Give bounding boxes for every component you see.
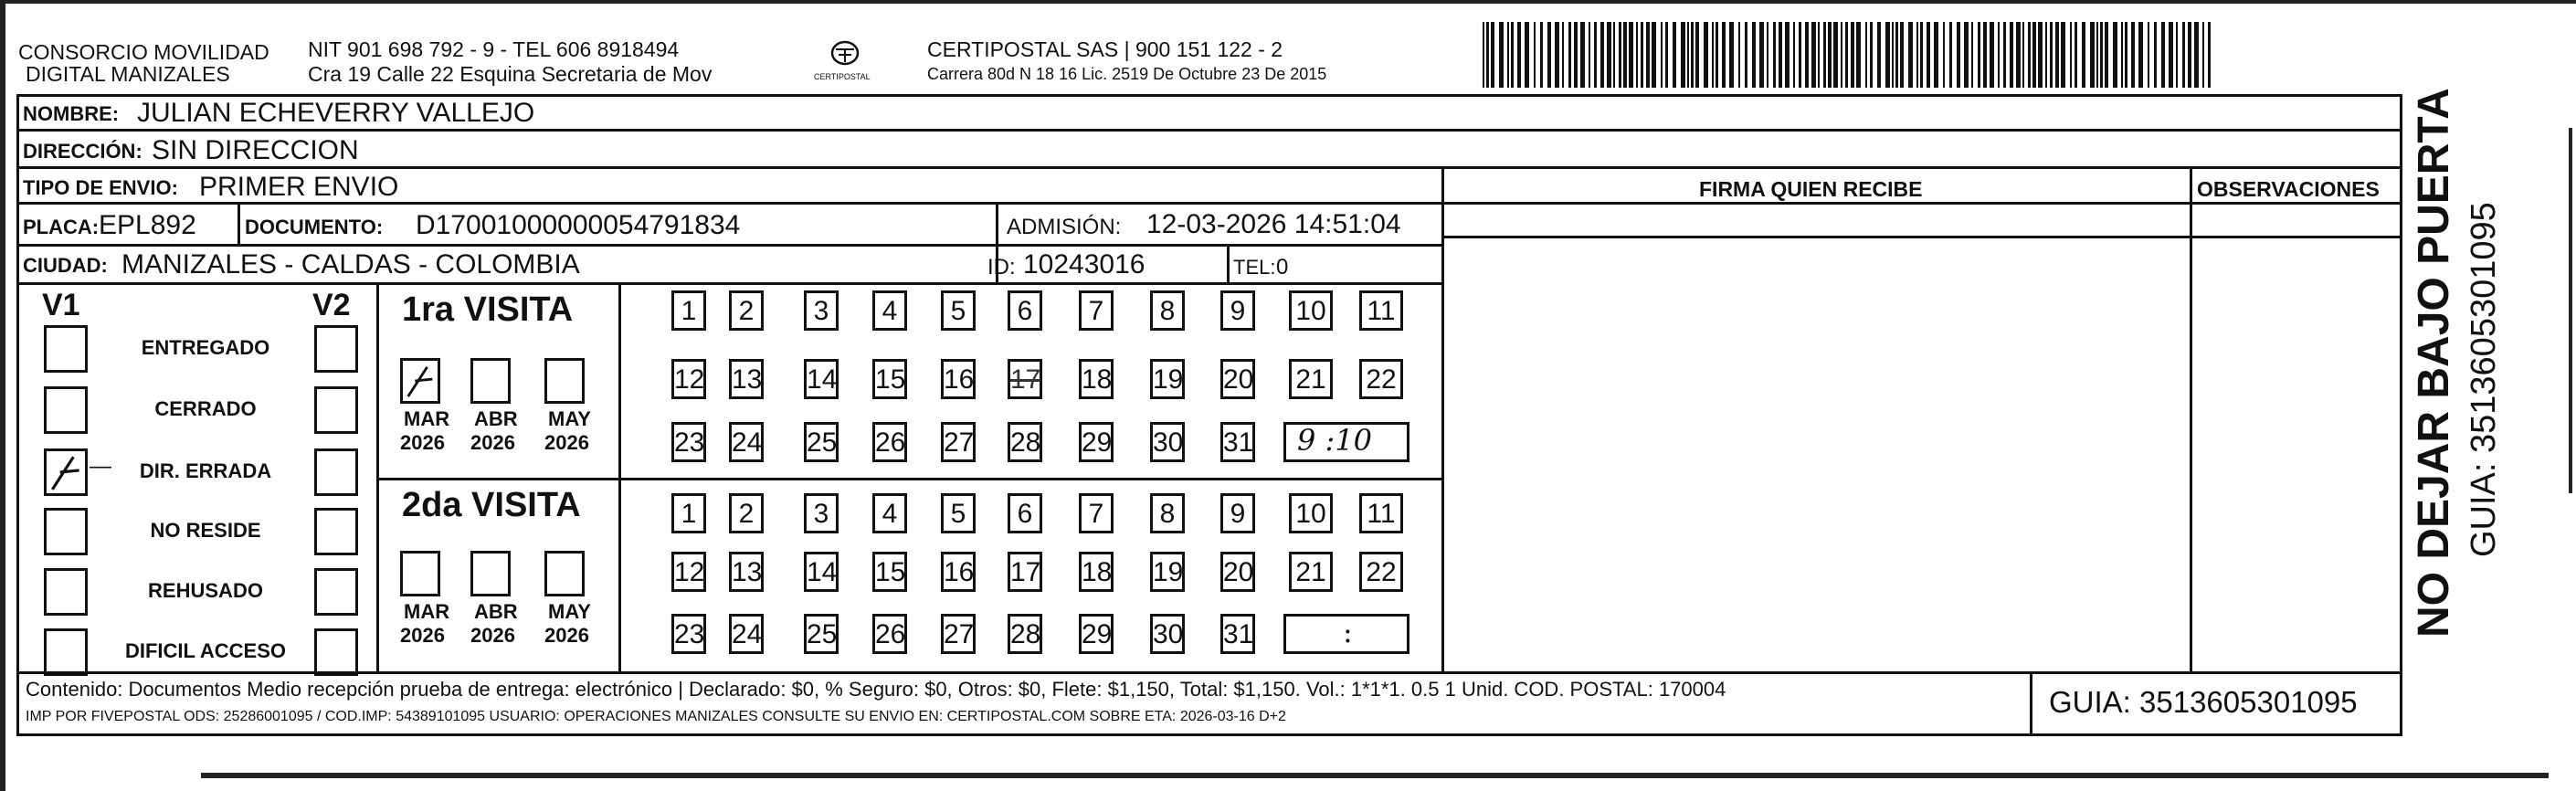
day-box[interactable]: 30 — [1150, 422, 1185, 462]
barcode-bar — [1799, 22, 1801, 88]
day-box[interactable]: 12 — [671, 359, 706, 399]
barcode-bar — [1695, 22, 1699, 88]
barcode-bar — [2182, 22, 2185, 88]
barcode-bar — [2032, 22, 2036, 88]
month-label: MAY — [548, 407, 591, 430]
day-box[interactable]: 10 — [1289, 290, 1333, 331]
day-box[interactable]: 3 — [804, 290, 839, 331]
barcode-bar — [2138, 22, 2143, 88]
barcode-bar — [1738, 22, 1740, 88]
barcode-bar — [1943, 22, 1945, 88]
footer-divider — [16, 671, 2402, 674]
barcode-bar — [1779, 22, 1782, 88]
barcode-bar — [1767, 22, 1768, 88]
v2-checkbox[interactable] — [314, 448, 358, 496]
col-divider-tel — [1227, 244, 1230, 284]
day-box[interactable]: 16 — [941, 359, 976, 399]
v1-checkbox[interactable] — [44, 568, 88, 616]
status-label: DIFICIL ACCESO — [124, 639, 286, 662]
barcode-bar — [1773, 22, 1776, 88]
month-label: ABR — [474, 407, 518, 430]
v2-checkbox[interactable] — [314, 568, 358, 616]
barcode-bar — [1534, 22, 1536, 88]
signature-area[interactable] — [1445, 239, 2189, 670]
v1-label: V1 — [42, 288, 80, 322]
barcode-bar — [2176, 22, 2178, 88]
certipostal-logo — [808, 35, 882, 90]
barcode-bar — [1990, 22, 1994, 88]
v1-checkbox[interactable] — [44, 628, 88, 676]
day-box[interactable]: 5 — [941, 493, 976, 533]
col-divider-observations — [2190, 166, 2192, 673]
barcode-bar — [1594, 22, 1597, 88]
day-box[interactable]: 31 — [1220, 614, 1255, 654]
day-box[interactable]: 17 — [1008, 359, 1042, 399]
scan-bottom-line — [201, 773, 2549, 778]
carrier-line1: CERTIPOSTAL SAS | 900 151 122 - 2 — [927, 37, 1283, 61]
scan-top-edge — [0, 0, 2576, 4]
barcode-bar — [1927, 22, 1930, 88]
day-box[interactable]: 4 — [872, 290, 907, 331]
barcode-bar — [1619, 22, 1621, 88]
barcode-bar — [1722, 22, 1726, 88]
barcode-bar — [2202, 22, 2204, 88]
barcode-bar — [1823, 22, 1826, 88]
day-box[interactable]: 15 — [872, 552, 907, 592]
city-label: CIUDAD: — [23, 254, 108, 277]
tel-label: TEL: — [1233, 256, 1276, 279]
day-box[interactable]: 31 — [1220, 422, 1255, 462]
barcode-bar — [2096, 22, 2098, 88]
barcode-bar — [1568, 22, 1571, 88]
month-checkbox[interactable] — [400, 358, 440, 404]
nit-line: NIT 901 698 792 - 9 - TEL 606 8918494 — [308, 37, 680, 61]
no-dejar-bajo-puerta: NO DEJAR BAJO PUERTA — [2410, 88, 2458, 638]
day-box[interactable]: 16 — [941, 552, 976, 592]
barcode-bar — [1957, 22, 1960, 88]
barcode-bar — [1636, 22, 1638, 88]
barcode-bar — [1998, 22, 2000, 88]
plate-label: PLACA: — [23, 216, 100, 238]
day-box[interactable]: 3 — [804, 493, 839, 533]
observations-header: OBSERVACIONES — [2197, 177, 2380, 201]
barcode-bar — [1600, 22, 1604, 88]
month-label: MAR — [404, 407, 450, 430]
day-box[interactable]: 26 — [872, 422, 907, 462]
month-checkbox[interactable] — [544, 551, 585, 596]
barcode-bar — [2070, 22, 2072, 88]
barcode-bar — [2188, 22, 2191, 88]
day-box[interactable]: 25 — [804, 422, 839, 462]
barcode-bar — [1562, 22, 1564, 88]
address-line: Cra 19 Calle 22 Esquina Secretaria de Mov — [308, 62, 713, 86]
shipment-type-label: TIPO DE ENVIO: — [23, 176, 178, 199]
barcode-bar — [1785, 22, 1789, 88]
scan-left-edge — [0, 0, 5, 791]
row-divider — [16, 129, 2402, 132]
status-label: NO RESIDE — [150, 519, 261, 542]
barcode-bar — [1900, 22, 1904, 88]
day-box[interactable]: 21 — [1289, 552, 1333, 592]
barcode-bar — [1978, 22, 1980, 88]
day-box[interactable]: 14 — [804, 552, 839, 592]
day-box[interactable]: 2 — [729, 493, 764, 533]
barcode-bar — [1865, 22, 1867, 88]
row-divider — [377, 478, 1443, 480]
day-box[interactable]: 14 — [804, 359, 839, 399]
barcode-bar — [2105, 22, 2108, 88]
barcode-bar — [1547, 22, 1551, 88]
day-box[interactable]: 8 — [1150, 493, 1185, 533]
barcode-bar — [1517, 22, 1521, 88]
barcode-bar — [1895, 22, 1898, 88]
signature-header: FIRMA QUIEN RECIBE — [1699, 177, 1923, 201]
check-mark-tail: — — [90, 454, 111, 479]
barcode-bar — [2045, 22, 2047, 88]
barcode-bar — [1613, 22, 1615, 88]
barcode-bar — [2010, 22, 2013, 88]
barcode-bar — [2194, 22, 2199, 88]
barcode-bar — [1555, 22, 1559, 88]
barcode-bar — [1983, 22, 1987, 88]
v1-checkbox[interactable] — [44, 448, 88, 496]
barcode-bar — [2090, 22, 2095, 88]
barcode-bar — [1525, 22, 1529, 88]
address-value: SIN DIRECCION — [152, 135, 359, 165]
day-box[interactable]: 18 — [1079, 359, 1114, 399]
barcode-bar — [1589, 22, 1590, 88]
v1-checkbox[interactable] — [44, 386, 88, 434]
barcode-bar — [1916, 22, 1918, 88]
day-box[interactable]: 11 — [1359, 493, 1403, 533]
barcode-bar — [1949, 22, 1952, 88]
barcode-bar — [1752, 22, 1756, 88]
day-box[interactable]: 5 — [941, 290, 976, 331]
side-guia: GUIA: 3513605301095 — [2465, 202, 2503, 557]
day-box[interactable]: 27 — [941, 614, 976, 654]
admission-label: ADMISIÓN: — [1007, 215, 1122, 239]
day-box[interactable]: 13 — [729, 552, 764, 592]
barcode-bar — [1681, 22, 1685, 88]
day-box[interactable]: 28 — [1008, 614, 1042, 654]
year-label: 2026 — [544, 624, 589, 647]
barcode-bar — [1811, 22, 1816, 88]
month-checkbox[interactable] — [470, 551, 511, 596]
col-divider-guia — [2030, 673, 2032, 736]
barcode-bar — [2154, 22, 2157, 88]
name-label: NOMBRE: — [23, 102, 120, 125]
barcode-bar — [1499, 22, 1504, 88]
barcode-bar — [2100, 22, 2103, 88]
barcode-bar — [2061, 22, 2065, 88]
day-box[interactable]: 6 — [1008, 493, 1042, 533]
status-label: REHUSADO — [148, 579, 263, 602]
row-divider — [16, 166, 2402, 169]
day-box[interactable]: 9 — [1220, 493, 1255, 533]
barcode-bar — [2121, 22, 2123, 88]
visit2-title: 2da VISITA — [402, 486, 581, 524]
barcode-bar — [1833, 22, 1838, 88]
barcode-bar — [1971, 22, 1973, 88]
day-box[interactable]: 29 — [1079, 422, 1114, 462]
barcode-bar — [1652, 22, 1656, 88]
day-box[interactable]: 19 — [1150, 359, 1185, 399]
scan-right-edge — [2569, 128, 2572, 493]
col-divider-days — [618, 282, 621, 673]
year-label: 2026 — [470, 431, 515, 454]
day-box[interactable]: 30 — [1150, 614, 1185, 654]
company-name-line1: CONSORCIO MOVILIDAD — [18, 40, 269, 64]
row-divider — [1443, 236, 2402, 238]
barcode-bar — [2169, 22, 2173, 88]
day-box[interactable]: 26 — [872, 614, 907, 654]
day-box[interactable]: 25 — [804, 614, 839, 654]
barcode-bar — [1908, 22, 1913, 88]
v1-checkbox[interactable] — [44, 325, 88, 373]
status-label: DIR. ERRADA — [139, 459, 272, 482]
barcode-bar — [2003, 22, 2006, 88]
barcode-bar — [2028, 22, 2031, 88]
year-label: 2026 — [400, 624, 445, 647]
barcode-bar — [1673, 22, 1676, 88]
barcode-bar — [1845, 22, 1848, 88]
barcode-bar — [1507, 22, 1509, 88]
day-box[interactable]: 7 — [1079, 493, 1114, 533]
barcode-bar — [1856, 22, 1861, 88]
day-box[interactable]: 4 — [872, 493, 907, 533]
guia-box-text: GUIA: 3513605301095 — [2049, 685, 2358, 719]
day-box[interactable]: 11 — [1359, 290, 1403, 331]
barcode-bar — [2082, 22, 2085, 88]
barcode-bar — [2022, 22, 2024, 88]
id-value: 10243016 — [1023, 249, 1145, 279]
barcode-bar — [1623, 22, 1627, 88]
visit1-title: 1ra VISITA — [402, 290, 574, 329]
v1-checkbox[interactable] — [44, 508, 88, 555]
month-label: ABR — [474, 600, 518, 623]
time-separator: : — [1343, 615, 1353, 649]
barcode-bar — [1841, 22, 1842, 88]
barcode-bar — [1964, 22, 1969, 88]
month-checkbox[interactable] — [400, 551, 440, 596]
barcode-bar — [1646, 22, 1650, 88]
barcode-bar — [1580, 22, 1585, 88]
barcode-bar — [1607, 22, 1611, 88]
imp-line: IMP POR FIVEPOSTAL ODS: 25286001095 / COD.IMP: 54389101095 USUARIO: OPERACIONES MANIZALES CONSULTE SU ENVIO EN: CERTIPOSTAL.COM SOBRE ETA: 2026-03-16 D+2 — [26, 709, 1286, 724]
barcode-bar — [1486, 22, 1489, 88]
day-box[interactable]: 20 — [1220, 359, 1255, 399]
v2-label: V2 — [312, 288, 351, 322]
day-box[interactable]: 20 — [1220, 552, 1255, 592]
day-box[interactable]: 7 — [1079, 290, 1114, 331]
col-divider-signature — [1441, 166, 1444, 673]
id-label: ID: — [987, 255, 1016, 279]
name-value: JULIAN ECHEVERRY VALLEJO — [137, 98, 535, 128]
barcode-bar — [2208, 22, 2211, 88]
barcode-bar — [2038, 22, 2043, 88]
month-label: MAR — [404, 600, 450, 623]
year-label: 2026 — [400, 431, 445, 454]
barcode-bar — [1745, 22, 1747, 88]
plate-value: EPL892 — [99, 210, 196, 240]
barcode-bar — [1574, 22, 1578, 88]
barcode-bar — [2075, 22, 2077, 88]
day-box[interactable]: 1 — [671, 493, 706, 533]
barcode-bar — [1687, 22, 1689, 88]
document-value: D17001000000054791834 — [416, 210, 741, 240]
month-checkbox[interactable] — [544, 358, 585, 404]
barcode-bar — [1691, 22, 1694, 88]
barcode-bar — [1540, 22, 1543, 88]
status-label: ENTREGADO — [141, 336, 270, 359]
barcode-bar — [2148, 22, 2149, 88]
day-box[interactable]: 6 — [1008, 290, 1042, 331]
day-box[interactable]: 29 — [1079, 614, 1114, 654]
col-divider-status — [376, 282, 379, 673]
day-box[interactable]: 18 — [1079, 552, 1114, 592]
v2-checkbox[interactable] — [314, 386, 358, 434]
barcode-icon — [1483, 22, 2213, 88]
day-box[interactable]: 23 — [671, 614, 706, 654]
month-label: MAY — [548, 600, 591, 623]
barcode-bar — [2016, 22, 2021, 88]
carrier-line2: Carrera 80d N 18 16 Lic. 2519 De Octubre 23 De 2015 — [927, 65, 1327, 83]
barcode-bar — [1712, 22, 1714, 88]
barcode-bar — [1793, 22, 1795, 88]
day-box[interactable]: 27 — [941, 422, 976, 462]
day-box[interactable]: 24 — [729, 614, 764, 654]
day-box[interactable]: 17 — [1008, 552, 1042, 592]
status-label: CERRADO — [154, 397, 257, 420]
barcode-bar — [1491, 22, 1494, 88]
day-box[interactable]: 8 — [1150, 290, 1185, 331]
city-value: MANIZALES - CALDAS - COLOMBIA — [121, 249, 580, 279]
barcode-bar — [2125, 22, 2127, 88]
barcode-bar — [2050, 22, 2053, 88]
time-handwritten: 9 :10 — [1297, 423, 1373, 458]
day-box[interactable]: 15 — [872, 359, 907, 399]
shipment-type-value: PRIMER ENVIO — [199, 172, 399, 202]
barcode-bar — [1920, 22, 1923, 88]
barcode-bar — [1483, 22, 1484, 88]
day-box[interactable]: 22 — [1359, 552, 1403, 592]
content-line: Contenido: Documentos Medio recepción prueba de entrega: electrónico | Declarado: $0, % Seguro: $0, Otros: $0, Flete: $1,150, Total: $1,150. Vol.: 1*1*1. 0.5 1 Unid. COD. POSTAL: 170004 — [26, 678, 1726, 701]
barcode-bar — [1870, 22, 1873, 88]
year-label: 2026 — [470, 624, 515, 647]
v2-checkbox[interactable] — [314, 508, 358, 555]
barcode-bar — [1828, 22, 1832, 88]
barcode-bar — [1885, 22, 1890, 88]
barcode-bar — [1729, 22, 1734, 88]
year-label: 2026 — [544, 431, 589, 454]
barcode-bar — [1716, 22, 1718, 88]
col-divider-plate — [238, 202, 240, 246]
barcode-bar — [1661, 22, 1663, 88]
day-box[interactable]: 23 — [671, 422, 706, 462]
barcode-bar — [1704, 22, 1708, 88]
document-label: DOCUMENTO: — [245, 216, 384, 238]
day-box[interactable]: 13 — [729, 359, 764, 399]
day-box[interactable]: 19 — [1150, 552, 1185, 592]
barcode-bar — [1877, 22, 1881, 88]
barcode-bar — [1665, 22, 1668, 88]
month-checkbox[interactable] — [470, 358, 511, 404]
barcode-bar — [1629, 22, 1633, 88]
barcode-bar — [1851, 22, 1854, 88]
logo-caption: CERTIPOSTAL — [814, 72, 871, 81]
barcode-bar — [2161, 22, 2165, 88]
day-box[interactable]: 28 — [1008, 422, 1042, 462]
day-box[interactable]: 22 — [1359, 359, 1403, 399]
tel-value: 0 — [1276, 255, 1289, 279]
barcode-bar — [1818, 22, 1820, 88]
barcode-bar — [1805, 22, 1809, 88]
barcode-bar — [1934, 22, 1938, 88]
day-box[interactable]: 21 — [1289, 359, 1333, 399]
barcode-bar — [1641, 22, 1643, 88]
barcode-bar — [1892, 22, 1894, 88]
barcode-bar — [2113, 22, 2117, 88]
barcode-bar — [1759, 22, 1764, 88]
barcode-bar — [2131, 22, 2135, 88]
day-box[interactable]: 9 — [1220, 290, 1255, 331]
address-label: DIRECCIÓN: — [23, 140, 143, 163]
barcode-bar — [2055, 22, 2059, 88]
v2-checkbox[interactable] — [314, 628, 358, 676]
day-box[interactable]: 10 — [1289, 493, 1333, 533]
day-box[interactable]: 1 — [671, 290, 706, 331]
row-divider — [16, 202, 2402, 205]
v2-checkbox[interactable] — [314, 325, 358, 373]
observations-area[interactable] — [2193, 239, 2400, 670]
admission-value: 12-03-2026 14:51:04 — [1146, 209, 1401, 239]
barcode-bar — [1511, 22, 1514, 88]
day-box[interactable]: 12 — [671, 552, 706, 592]
company-name-line2: DIGITAL MANIZALES — [26, 62, 230, 86]
day-box[interactable]: 2 — [729, 290, 764, 331]
day-box[interactable]: 24 — [729, 422, 764, 462]
